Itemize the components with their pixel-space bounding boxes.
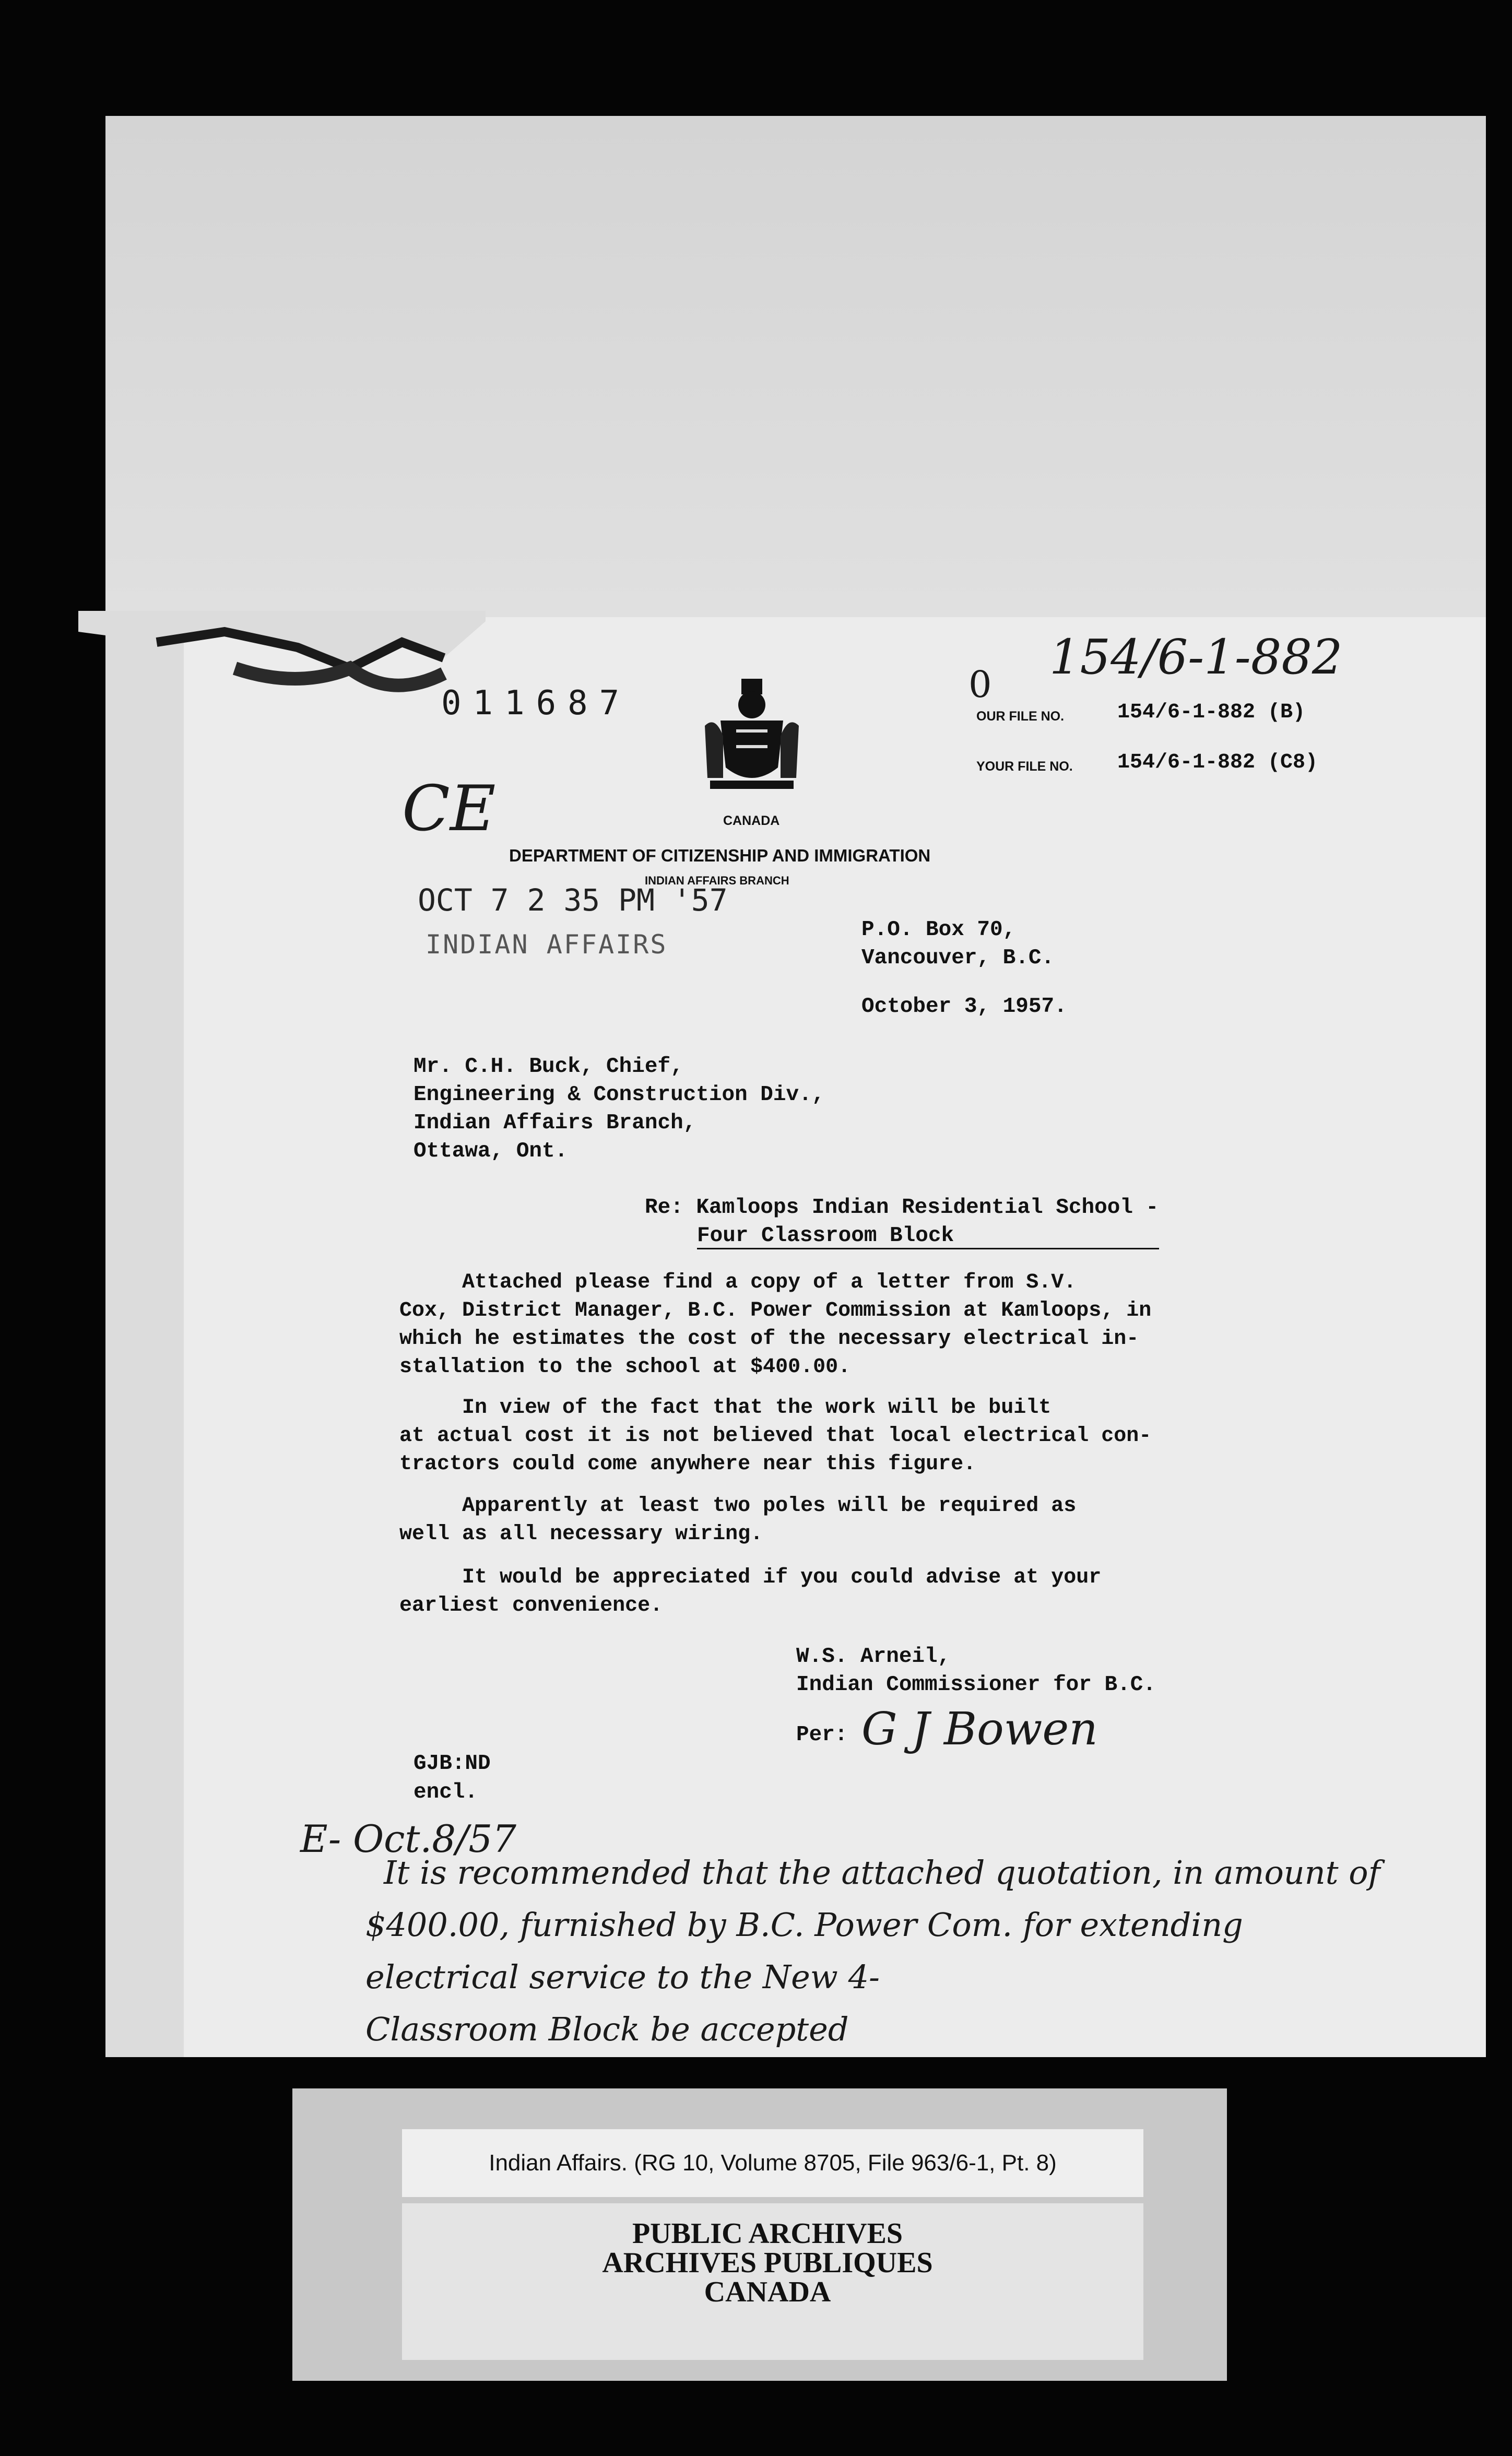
paragraph-1: Attached please find a copy of a letter from S.V. Cox, District Manager, B.C. Power Commission at Kamloops, in which he estimates the cost of the necessary electrical in- stallation to the school at $400.00.	[399, 1271, 1152, 1379]
subject-line-1: Re: Kamloops Indian Residential School -	[645, 1196, 1159, 1220]
branch-heading: INDIAN AFFAIRS BRANCH	[645, 874, 789, 887]
handwritten-initials: CE	[402, 773, 496, 845]
crest-label: CANADA	[723, 813, 780, 828]
our-file-label: OUR FILE NO.	[976, 709, 1065, 724]
reference-initials: GJB:ND	[414, 1752, 491, 1776]
handwritten-file-number: 154/6-1-882	[1049, 629, 1343, 685]
handwritten-note-line-5: Classroom Block be accepted	[365, 2010, 849, 2048]
received-stamp-date: OCT 7 2 35 PM '57	[418, 882, 728, 918]
paragraph-3: Apparently at least two poles will be required as well as all necessary wiring.	[399, 1494, 1077, 1546]
signatory-name: W.S. Arneil,	[796, 1645, 951, 1669]
sheet-top-blank	[105, 116, 1486, 617]
stamp-number: 011687	[441, 684, 631, 723]
handwritten-note-line-2: It is recommended that the attached quotation, in amount of	[384, 1853, 1380, 1892]
archive-stamp-line-1: PUBLIC ARCHIVES	[632, 2217, 903, 2250]
department-heading: DEPARTMENT OF CITIZENSHIP AND IMMIGRATION	[509, 846, 931, 865]
received-stamp-office: INDIAN AFFAIRS	[426, 929, 668, 960]
sender-address-line-1: P.O. Box 70,	[861, 918, 1016, 942]
subject-line-2: Four Classroom Block	[697, 1224, 1159, 1249]
your-file-label: YOUR FILE NO.	[976, 759, 1073, 774]
handwritten-signature: G J Bowen	[861, 1703, 1098, 1755]
handwritten-note-line-3: $400.00, furnished by B.C. Power Com. for extending	[365, 1906, 1243, 1944]
sender-address-line-2: Vancouver, B.C.	[861, 946, 1055, 970]
your-file-value: 154/6-1-882 (C8)	[1117, 751, 1318, 774]
torn-corner	[78, 611, 486, 726]
recipient-line-4: Ottawa, Ont.	[414, 1139, 568, 1163]
enclosure-note: encl.	[414, 1780, 478, 1804]
recipient-line-1: Mr. C.H. Buck, Chief,	[414, 1055, 683, 1079]
handwritten-note-line-4: electrical service to the New 4-	[365, 1958, 880, 1996]
paragraph-2: In view of the fact that the work will be built at actual cost it is not believed that local electrical con- tractors could come anywhere near this figure.	[399, 1396, 1152, 1476]
recipient-line-2: Engineering & Construction Div.,	[414, 1083, 825, 1107]
signatory-title: Indian Commissioner for B.C.	[796, 1673, 1156, 1697]
per-label: Per:	[796, 1723, 848, 1747]
paragraph-4: It would be appreciated if you could advise at your earliest convenience.	[399, 1566, 1102, 1617]
letter-date: October 3, 1957.	[861, 995, 1067, 1019]
our-file-value: 154/6-1-882 (B)	[1117, 701, 1306, 724]
handwritten-note-line-1: E- Oct.8/57	[300, 1817, 516, 1861]
archive-stamp	[517, 2219, 1018, 2307]
recipient-line-3: Indian Affairs Branch,	[414, 1111, 696, 1135]
archive-stamp-line-3: CANADA	[704, 2276, 831, 2308]
archive-stamp-line-2: ARCHIVES PUBLIQUES	[602, 2247, 933, 2279]
canada-crest-icon	[700, 674, 804, 794]
archive-reference: Indian Affairs. (RG 10, Volume 8705, File 963/6-1, Pt. 8)	[402, 2129, 1143, 2197]
zero-mark: 0	[968, 663, 992, 706]
